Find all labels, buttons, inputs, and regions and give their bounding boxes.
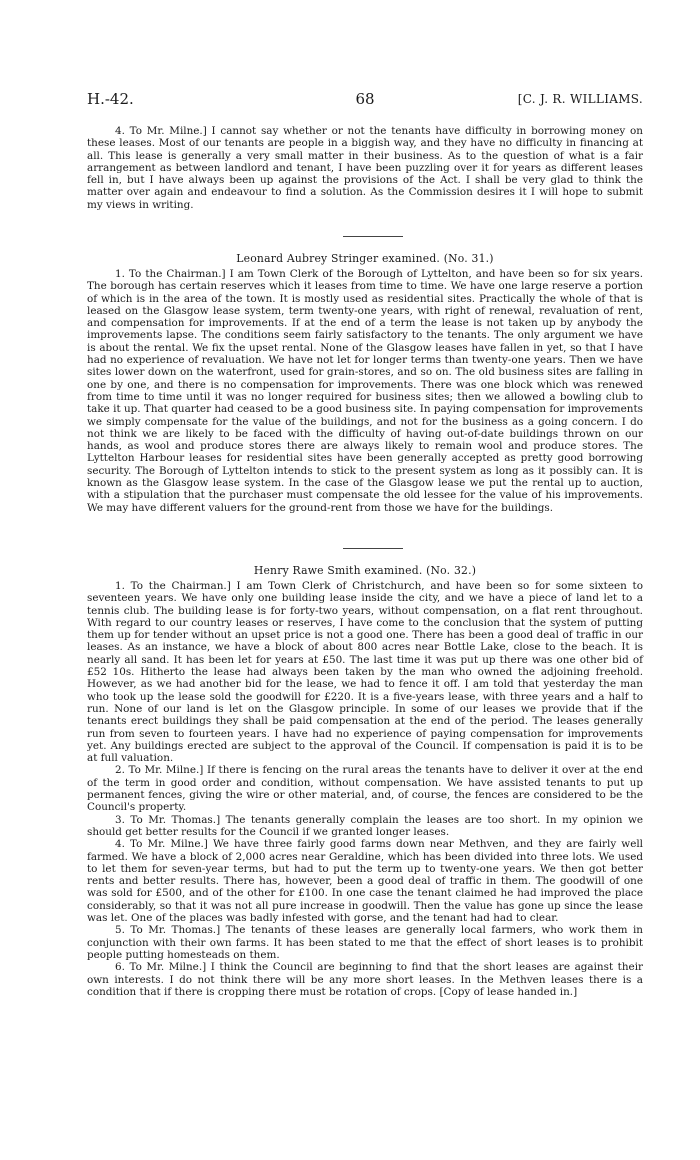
document-number: H.-42. <box>87 90 134 108</box>
paragraph: 4. To Mr. Milne.] We have three fairly good farms down near Methven, and they are fairly well farmed. We have a block of 2,000 acres near Geraldine, which has been divided into three lots. We used to let them for seven-year terms, but had to put the term up to twenty-one years. We then got better rents and better results. There has, however, been a good deal of traffic in them. The goodwill of one was sold for £500, and of the other for £100. In one case the tenant claimed he had improved the place considerably, so that it was not all pure increase in goodwill. Then the value has gone up since the lease was let. One of the places was badly infested with gorse, and the tenant had had to clear. <box>87 838 643 925</box>
paragraph: 1. To the Chairman.] I am Town Clerk of Christchurch, and have been so for some sixteen to seventeen years. We have only one building lease inside the city, and we have a piece of land let to a tennis club. The building lease is for forty-two years, without compensation, on a flat rent throughout. With regard to our country leases or reserves, I have come to the conclusion that the system of putting them up for tender without an upset price is not a good one. There has been a good deal of traffic in our leases. As an instance, we have a block of about 800 acres near Bottle Lake, close to the beach. It is nearly all sand. It has been let for years at £50. The last time it was put up there was one other bid of £52 10s. Hitherto the lease had always been taken by the man who owned the adjoining freehold. However, as we had another bid for the lease, we had to fence it off. I am told that yesterday the man who took up the lease sold the goodwill for £220. It is a five-years lease, with three years and a half to run. None of our land is let on the Glasgow principle. In some of our leases we provide that if the tenants erect buildings they shall be paid compensation at the end of the period. The leases generally run from seven to fourteen years. I have had no experience of paying compensation for improvements yet. Any buildings erected are subject to the approval of the Council. If compensation is paid it is to be at full valuation. <box>87 580 643 765</box>
witness-heading-stringer: Leonard Aubrey Stringer examined. (No. 31.) <box>236 252 494 265</box>
paragraph: 5. To Mr. Thomas.] The tenants of these leases are generally local farmers, who work them in conjunction with their own farms. It has been stated to me that the effect of short leases is to prohibit people putting homesteads on them. <box>87 924 643 961</box>
page-header <box>87 90 643 110</box>
paragraph: 3. To Mr. Thomas.] The tenants generally complain the leases are too short. In my opinion we should get better results for the Council if we granted longer leases. <box>87 813 643 838</box>
witness-name-header: [C. J. R. WILLIAMS. <box>517 92 643 106</box>
section-milne-answer <box>87 125 643 211</box>
section-divider <box>343 236 403 237</box>
section-stringer-evidence <box>87 268 643 514</box>
page-number: 68 <box>355 90 375 108</box>
witness-heading-smith: Henry Rawe Smith examined. (No. 32.) <box>253 564 477 577</box>
section-divider <box>343 548 403 549</box>
section-smith-evidence <box>87 580 643 998</box>
paragraph: 4. To Mr. Milne.] I cannot say whether or not the tenants have difficulty in borrowing money on these leases. Most of our tenants are people in a biggish way, and they have no difficulty in financing at all. This lease is generally a very small matter in their business. As to the question of what is a fair arrangement as between landlord and tenant, I have been puzzling over it for years as different leases fell in, but I have always been up against the provisions of the Act. I shall be very glad to think the matter over again and endeavour to find a solution. As the Commission desires it I will hope to submit my views in writing. <box>87 125 643 211</box>
paragraph: 6. To Mr. Milne.] I think the Council are beginning to find that the short leases are against their own interests. I do not think there will be any more short leases. In the Methven leases there is a condition that if there is cropping there must be rotation of crops. [Copy of lease handed in.] <box>87 961 643 998</box>
paragraph: 1. To the Chairman.] I am Town Clerk of the Borough of Lyttelton, and have been so for six years. The borough has certain reserves which it leases from time to time. We have one large reserve a portion of which is in the area of the town. It is mostly used as residential sites. Practically the whole of that is leased on the Glasgow lease system, term twenty-one years, with right of renewal, revaluation of rent, and compensation for improvements. If at the end of a term the lease is not taken up by anybody the improvements lapse. The conditions seem fairly satisfactory to the tenants. The only argument we have is about the rental. We fix the upset rental. None of the Glasgow leases have fallen in yet, so that I have had no experience of revaluation. We have not let for longer terms than twenty-one years. Then we have sites lower down on the waterfront, used for grain-stores, and so on. The old business sites are falling in one by one, and there is no compensation for improvements. There was one block which was renewed from time to time until it was no longer required for business sites; then we allowed a bowling club to take it up. That quarter had ceased to be a good business site. In paying compensation for improvements we simply compensate for the value of the buildings, and not for the business as a going concern. I do not think we are likely to be faced with the difficulty of having out-of-date buildings thrown on our hands, as wool and produce stores there are always likely to remain wool and produce stores. The Lyttelton Harbour leases for residential sites have been generally accepted as pretty good borrowing security. The Borough of Lyttelton intends to stick to the present system as long as it possibly can. It is known as the Glasgow lease system. In the case of the Glasgow lease we put the rental up to auction, with a stipulation that the purchaser must compensate the old lessee for the value of his improvements. We may have different valuers for the ground-rent from those we have for the buildings. <box>87 268 643 514</box>
paragraph: 2. To Mr. Milne.] If there is fencing on the rural areas the tenants have to deliver it over at the end of the term in good order and condition, without compensation. We have assisted tenants to put up permanent fences, giving the wire or other material, and, of course, the fences are considered to be the Council's property. <box>87 764 643 814</box>
